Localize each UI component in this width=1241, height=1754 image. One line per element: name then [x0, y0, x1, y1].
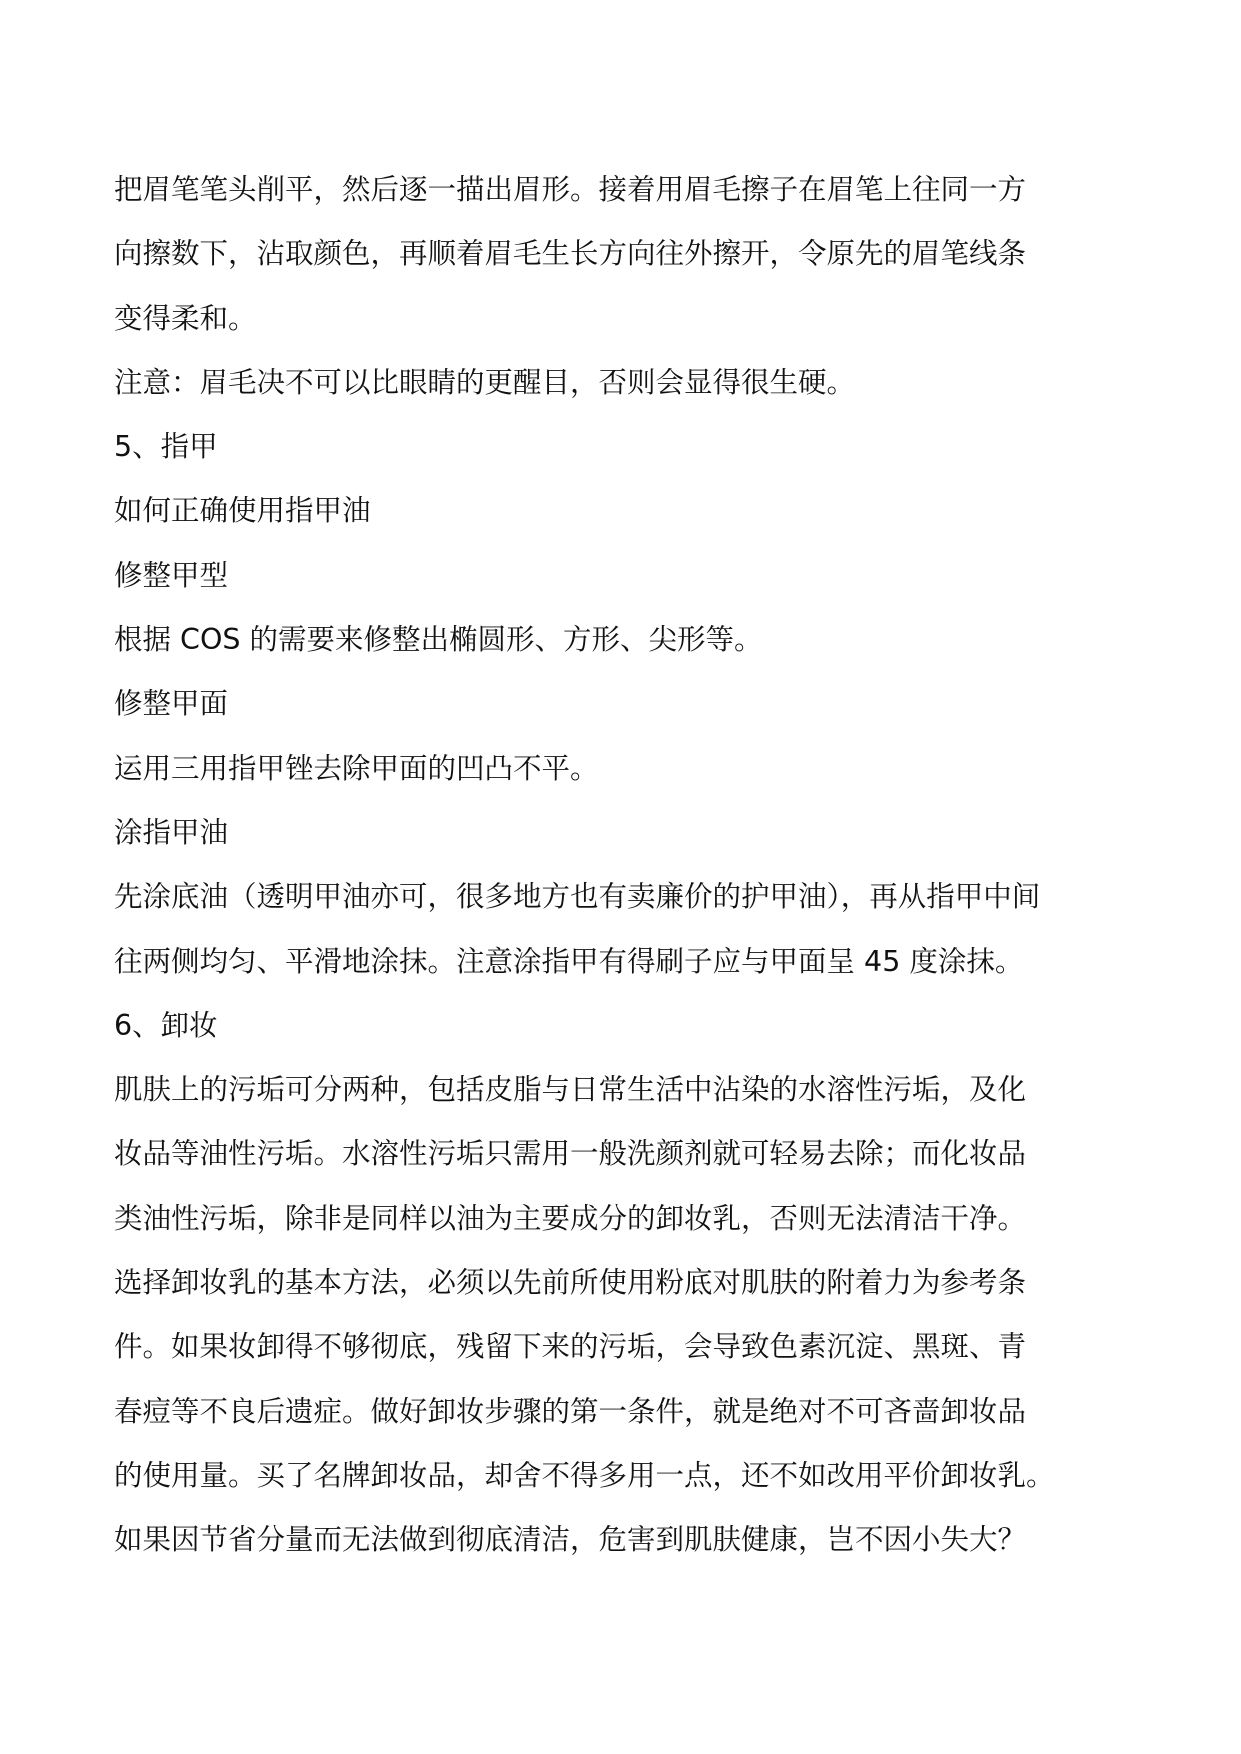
paragraph-line: 选择卸妆乳的基本方法，必须以先前所使用粉底对肌肤的附着力为参考条 [114, 1266, 1027, 1300]
paragraph-line: 的使用量。买了名牌卸妆品，却舍不得多用一点，还不如改用平价卸妆乳。 [114, 1458, 1055, 1492]
paragraph-line: 运用三用指甲锉去除甲面的凹凸不平。 [114, 751, 599, 785]
paragraph-line: 如果因节省分量而无法做到彻底清洁，危害到肌肤健康，岂不因小失大？ [114, 1523, 1027, 1557]
paragraph-line: 春痘等不良后遗症。做好卸妆步骤的第一条件，就是绝对不可吝啬卸妆品 [114, 1394, 1027, 1428]
paragraph-line: 往两侧均匀、平滑地涂抹。注意涂指甲有得刷子应与甲面呈 45 度涂抹。 [114, 944, 1024, 978]
section-heading-makeup-removal: 6、卸妆 [114, 1008, 218, 1042]
note-line: 注意：眉毛决不可以比眼睛的更醒目，否则会显得很生硬。 [114, 365, 856, 399]
document-body [114, 158, 1154, 1573]
paragraph-line: 类油性污垢，除非是同样以油为主要成分的卸妆乳，否则无法清洁干净。 [114, 1201, 1027, 1235]
paragraph-line: 件。如果妆卸得不够彻底，残留下来的污垢，会导致色素沉淀、黑斑、青 [114, 1330, 1027, 1364]
paragraph-line: 把眉笔笔头削平，然后逐一描出眉形。接着用眉毛擦子在眉笔上往同一方 [114, 173, 1027, 206]
subheading-nail-polish-usage: 如何正确使用指甲油 [114, 494, 371, 528]
paragraph-line: 变得柔和。 [114, 301, 257, 335]
paragraph-line: 妆品等油性污垢。水溶性污垢只需用一般洗颜剂就可轻易去除；而化妆品 [114, 1137, 1027, 1171]
paragraph-line: 向擦数下，沾取颜色，再顺着眉毛生长方向往外擦开，令原先的眉笔线条 [114, 237, 1027, 271]
section-heading-nails: 5、指甲 [114, 430, 218, 464]
subheading-nail-shape: 修整甲型 [114, 558, 229, 592]
subheading-apply-polish: 涂指甲油 [114, 815, 229, 849]
paragraph-line: 先涂底油（透明甲油亦可，很多地方也有卖廉价的护甲油），再从指甲中间 [114, 880, 1041, 914]
subheading-nail-surface: 修整甲面 [114, 687, 229, 721]
paragraph-line: 根据 COS 的需要来修整出椭圆形、方形、尖形等。 [114, 623, 763, 657]
paragraph-line: 肌肤上的污垢可分两种，包括皮脂与日常生活中沾染的水溶性污垢，及化 [114, 1073, 1027, 1107]
